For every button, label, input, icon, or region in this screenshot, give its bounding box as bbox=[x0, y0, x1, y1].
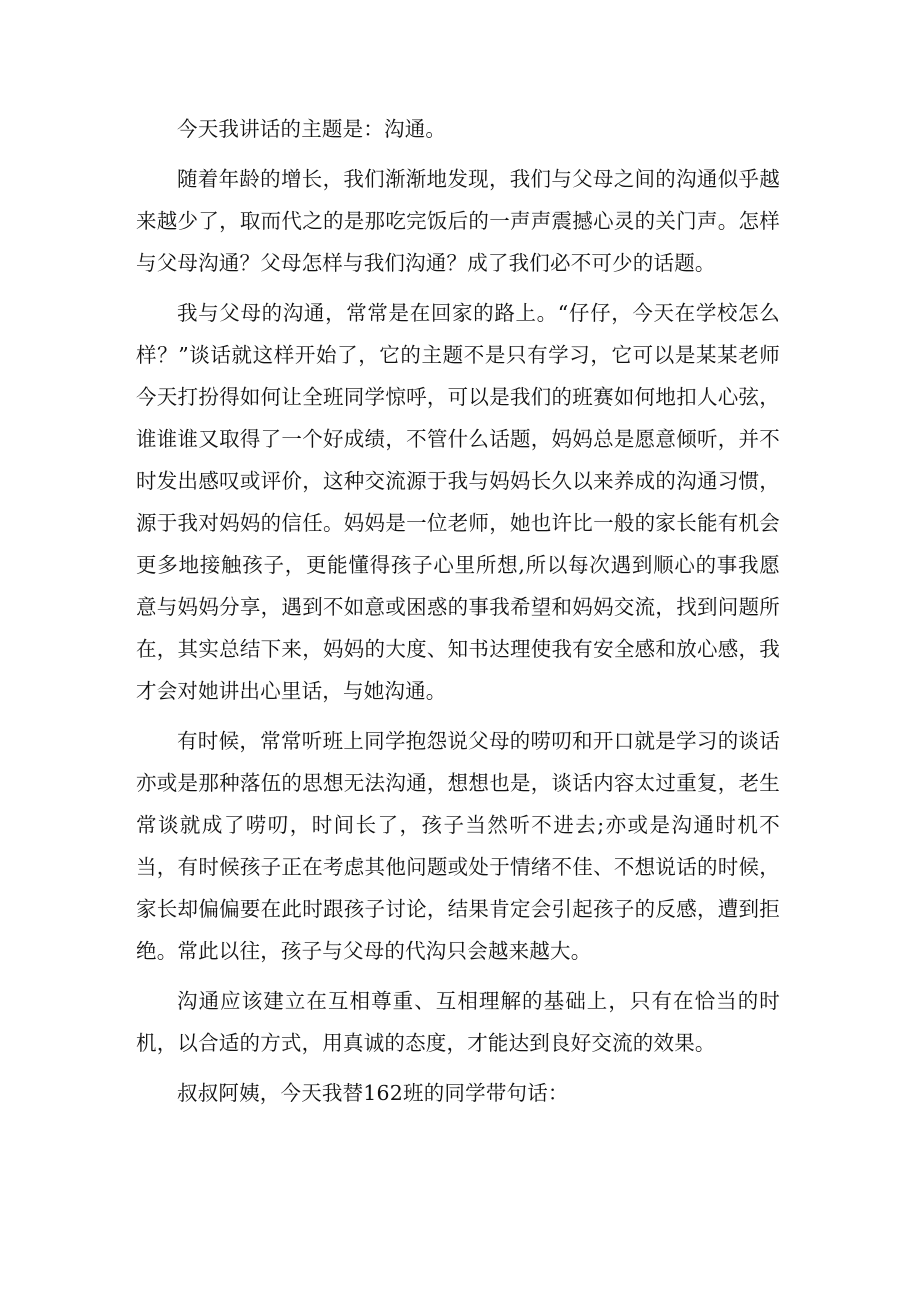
paragraph-topic: 今天我讲话的主题是：沟通。 bbox=[177, 117, 447, 141]
paragraph-growing-up: 随着年龄的增长，我们渐渐地发现，我们与父母之间的沟通似乎越来越少了，取而代之的是那吃完饭后的一声声震撼心灵的关门声。怎样与父母沟通？父母怎样与我们沟通？成了我们必不可少的话题。 bbox=[136, 167, 780, 275]
paragraph-message-to-parents: 叔叔阿姨，今天我替162班的同学带句话： bbox=[177, 1081, 569, 1105]
paragraph-classmates-complaint: 有时候，常常听班上同学抱怨说父母的唠叨和开口就是学习的谈话亦或是那种落伍的思想无法沟通，想想也是，谈话内容太过重复，老生常谈就成了唠叨，时间长了，孩子当然听不进去;亦或是沟通时机不当，有时候孩子正在考虑其他问题或处于情绪不佳、不想说话的时候，家长却偏偏要在此时跟孩子讨论，结果肯定会引起孩子的反感，遭到拒绝。常此以往，孩子与父母的代沟只会越来越大。 bbox=[136, 729, 780, 963]
speech-body bbox=[136, 108, 780, 1114]
paragraph-mother-talk: 我与父母的沟通，常常是在回家的路上。“仔仔，今天在学校怎么样？”谈话就这样开始了，它的主题不是只有学习，它可以是某某老师今天打扮得如何让全班同学惊呼，可以是我们的班赛如何地扣人心弦，谁谁谁又取得了一个好成绩，不管什么话题，妈妈总是愿意倾听，并不时发出感叹或评价，这种交流源于我与妈妈长久以来养成的沟通习惯，源于我对妈妈的信任。妈妈是一位老师，她也许比一般的家长能有机会更多地接触孩子，更能懂得孩子心里所想,所以每次遇到顺心的事我愿意与妈妈分享，遇到不如意或困惑的事我希望和妈妈交流，找到问题所在，其实总结下来，妈妈的大度、知书达理使我有安全感和放心感，我才会对她讲出心里话，与她沟通。 bbox=[136, 301, 780, 703]
paragraph-communication-basis: 沟通应该建立在互相尊重、互相理解的基础上，只有在恰当的时机，以合适的方式，用真诚的态度，才能达到良好交流的效果。 bbox=[136, 989, 780, 1055]
